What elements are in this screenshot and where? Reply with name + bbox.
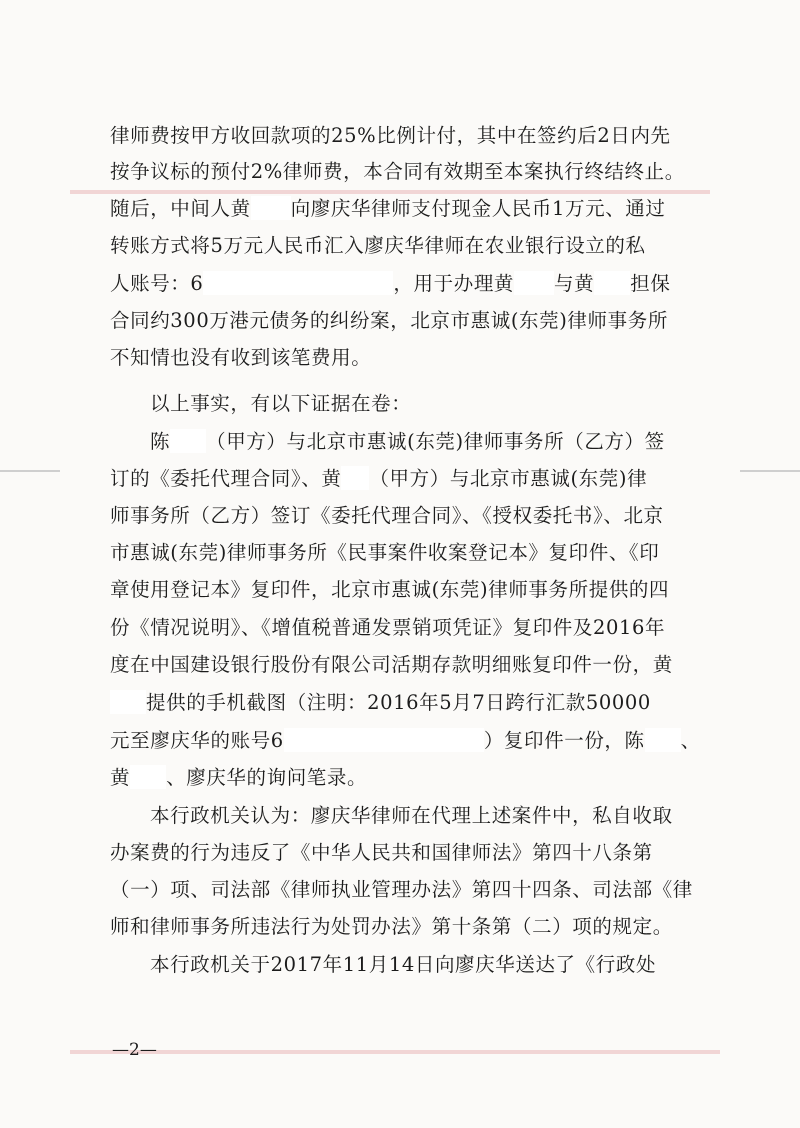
paragraph-line: 转账方式将5万元人民币汇入廖庆华律师在农业银行设立的私 — [110, 234, 646, 257]
paragraph-line: 不知情也没有收到该笔费用。 — [110, 346, 372, 369]
paragraph-line: 本行政机关认为：廖庆华律师在代理上述案件中，私自收取 — [150, 804, 673, 827]
paragraph-line: 订的《委托代理合同》、黄 （甲方）与北京市惠诚(东莞)律 — [110, 467, 648, 490]
redaction — [341, 466, 369, 490]
redaction — [284, 728, 484, 752]
paragraph-line: 人账号：6 ，用于办理黄 与黄 担保 — [110, 272, 671, 295]
paragraph-line: 元至廖庆华的账号6 ）复印件一份，陈 、 — [110, 729, 701, 752]
punch-mark — [740, 470, 800, 472]
redaction — [203, 271, 393, 295]
paragraph-line: （一）项、司法部《律师执业管理办法》第四十四条、司法部《律 — [110, 878, 693, 901]
paragraph-line: 以上事实，有以下证据在卷： — [150, 392, 412, 415]
paragraph-line: 章使用登记本》复印件，北京市惠诚(东莞)律师事务所提供的四 — [110, 578, 670, 601]
paragraph-line: 师事务所（乙方）签订《委托代理合同》、《授权委托书》、北京 — [110, 504, 664, 527]
paragraph-line: 本行政机关于2017年11月14日向廖庆华送达了《行政处 — [150, 953, 657, 976]
redaction — [130, 765, 166, 789]
redaction — [645, 728, 681, 752]
paragraph-line: 律师费按甲方收回款项的25%比例计付，其中在签约后2日内先 — [110, 124, 671, 147]
redaction — [514, 271, 554, 295]
paragraph-line: 陈 （甲方）与北京市惠诚(东莞)律师事务所（乙方）签 — [150, 430, 665, 453]
paragraph-line: 办案费的行为违反了《中华人民共和国律师法》第四十八条第 — [110, 841, 653, 864]
punch-mark — [0, 470, 60, 472]
paragraph-line: 随后，中间人黄 向廖庆华律师支付现金人民币1万元、通过 — [110, 197, 666, 220]
redaction — [594, 271, 630, 295]
paragraph-line: 黄 、廖庆华的询问笔录。 — [110, 766, 368, 789]
paragraph-line: 师和律师事务所违法行为处罚办法》第十条第（二）项的规定。 — [110, 915, 673, 938]
page-number: —2— — [112, 1040, 157, 1060]
paragraph-line: 份《情况说明》、《增值税普通发票销项凭证》复印件及2016年 — [110, 616, 666, 639]
bleed-band — [70, 1050, 720, 1054]
redaction — [251, 196, 291, 220]
paragraph-line: 合同约300万港元债务的纠纷案，北京市惠诚(东莞)律师事务所 — [110, 309, 668, 332]
redaction — [170, 429, 206, 453]
paragraph-line: 提供的手机截图（注明：2016年5月7日跨行汇款50000 — [110, 689, 710, 717]
paragraph-line: 按争议标的预付2%律师费，本合同有效期至本案执行终结终止。 — [110, 160, 685, 183]
paragraph-line: 度在中国建设银行股份有限公司活期存款明细账复印件一份，黄 — [110, 653, 673, 676]
paragraph-line: 市惠诚(东莞)律师事务所《民事案件收案登记本》复印件、《印 — [110, 541, 660, 564]
redaction — [110, 690, 146, 714]
bleed-band — [70, 190, 710, 194]
